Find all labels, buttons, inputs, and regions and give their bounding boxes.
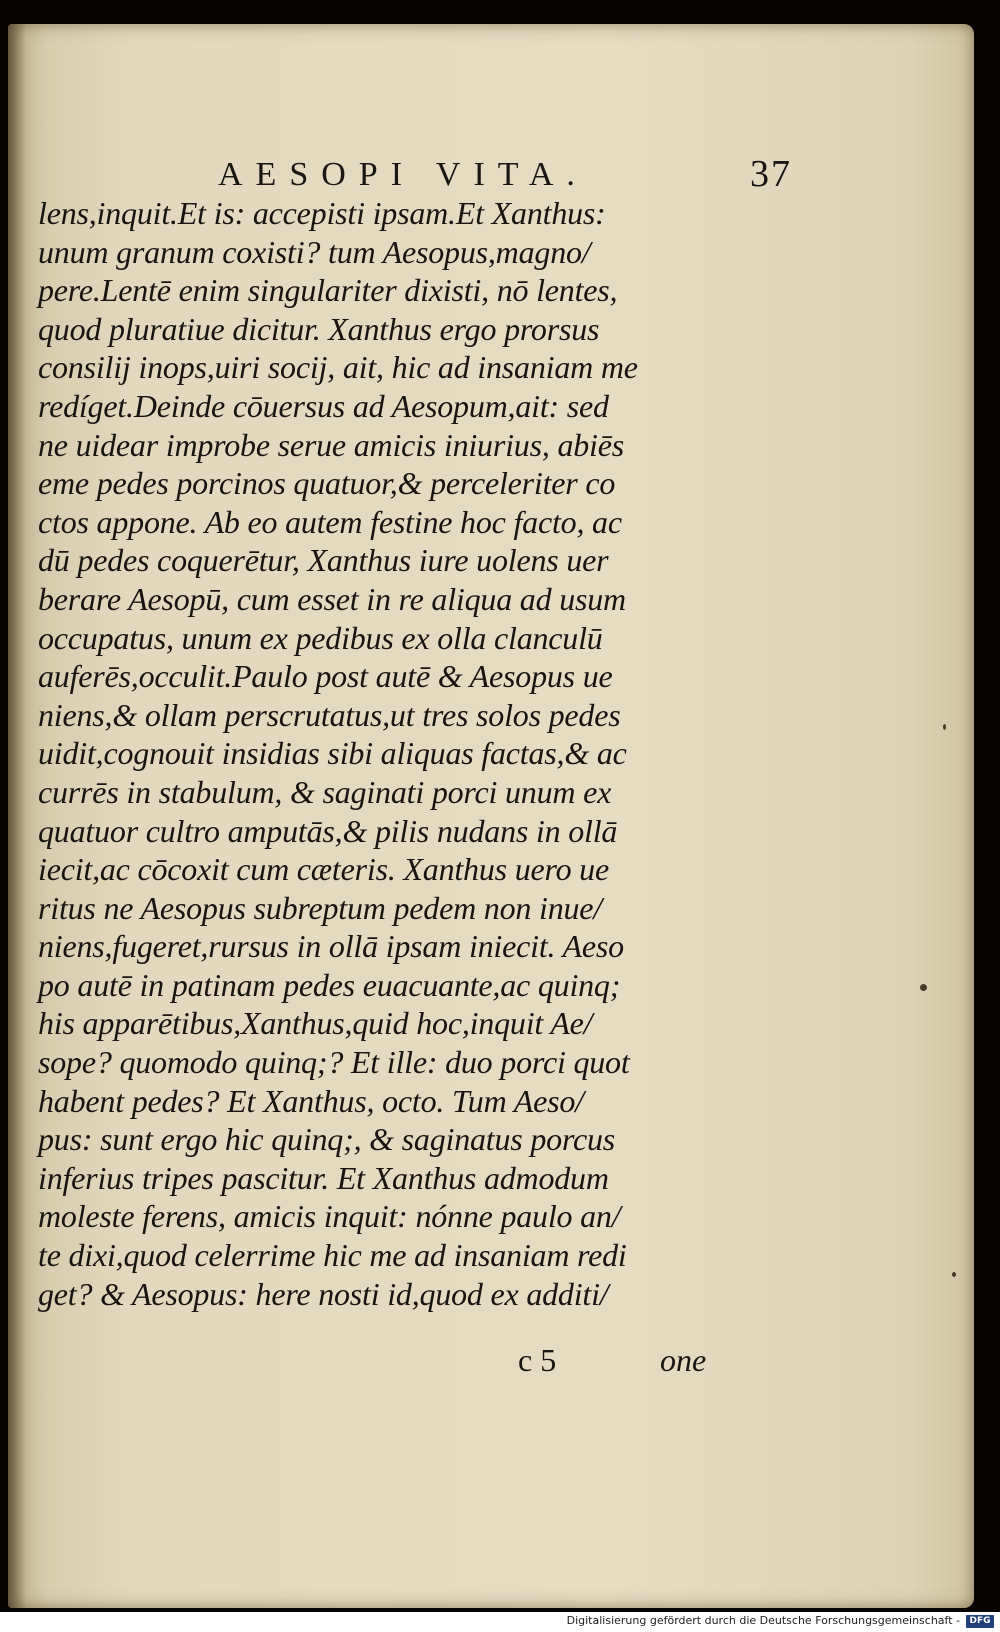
text-line: uidit,cognouit insidias sibi aliquas factas,& ac — [38, 735, 627, 772]
text-line: berare Aesopū, cum esset in re aliqua ad usum — [38, 580, 626, 617]
text-line: ritus ne Aesopus subreptum pedem non inue/ — [38, 889, 602, 926]
text-line: moleste ferens, amicis inquit: nónne paulo an/ — [38, 1198, 621, 1235]
signature-mark: c 5 — [518, 1342, 557, 1378]
text-line: occupatus, unum ex pedibus ex olla clanculū — [38, 619, 603, 656]
digitization-credit-bar — [0, 1612, 1000, 1632]
text-line: po autē in patinam pedes euacuante,ac quinq; — [38, 966, 621, 1003]
text-line: dū pedes coquerētur, Xanthus iure uolens uer — [38, 542, 609, 579]
text-line: pere.Lentē enim singulariter dixisti, nō lentes, — [38, 272, 618, 309]
dfg-logo: DFG — [966, 1615, 994, 1628]
text-line: currēs in stabulum, & saginati porci unum ex — [38, 773, 612, 810]
text-line: unum granum coxisti? tum Aesopus,magno/ — [38, 233, 591, 270]
text-line: inferius tripes pascitur. Et Xanthus admodum — [38, 1159, 609, 1196]
text-line: lens,inquit.Et is: accepisti ipsam.Et Xanthus: — [38, 195, 606, 231]
running-head — [8, 132, 974, 195]
text-line: sope? quomodo quinq;? Et ille: duo porci quot — [38, 1044, 630, 1081]
page-number: 37 — [750, 153, 792, 195]
text-line: habent pedes? Et Xanthus, octo. Tum Aeso/ — [38, 1082, 584, 1119]
text-line: ctos appone. Ab eo autem festine hoc facto, ac — [38, 503, 622, 540]
book-page — [8, 24, 974, 1608]
paper-speck — [943, 724, 946, 730]
running-title: AESOPI VITA. — [218, 156, 588, 193]
text-line: quod pluratiue dicitur. Xanthus ergo prorsus — [38, 310, 600, 347]
text-line: redíget.Deinde cōuersus ad Aesopum,ait: sed — [38, 387, 609, 424]
paper-speck — [920, 984, 927, 991]
text-line: auferēs,occulit.Paulo post autē & Aesopus ue — [38, 658, 613, 695]
text-line: ne uidear improbe serue amicis iniurius, abiēs — [38, 426, 625, 463]
text-line: pus: sunt ergo hic quinq;, & saginatus porcus — [38, 1121, 616, 1158]
text-line: eme pedes porcinos quatuor,& perceleriter co — [38, 465, 616, 502]
text-line: his apparētibus,Xanthus,quid hoc,inquit Ae/ — [38, 1005, 593, 1042]
catchword: one — [660, 1342, 707, 1378]
text-line: consilij inops,uiri socij, ait, hic ad insaniam me — [38, 349, 638, 386]
text-line: iecit,ac cōcoxit cum cæteris. Xanthus uero ue — [38, 851, 609, 888]
paper-speck — [952, 1272, 956, 1277]
digitization-credit: Digitalisierung gefördert durch die Deutsche Forschungsgemeinschaft - — [566, 1614, 960, 1627]
body-text — [38, 194, 738, 1313]
text-line: quatuor cultro amputās,& pilis nudans in ollā — [38, 812, 618, 849]
text-line: niens,fugeret,rursus in ollā ipsam iniecit. Aeso — [38, 928, 624, 965]
text-line: te dixi,quod celerrime hic me ad insaniam redi — [38, 1237, 627, 1274]
text-line: get? & Aesopus: here nosti id,quod ex additi/ — [38, 1275, 609, 1312]
page-footer — [8, 1342, 974, 1382]
text-line: niens,& ollam perscrutatus,ut tres solos pedes — [38, 696, 621, 733]
